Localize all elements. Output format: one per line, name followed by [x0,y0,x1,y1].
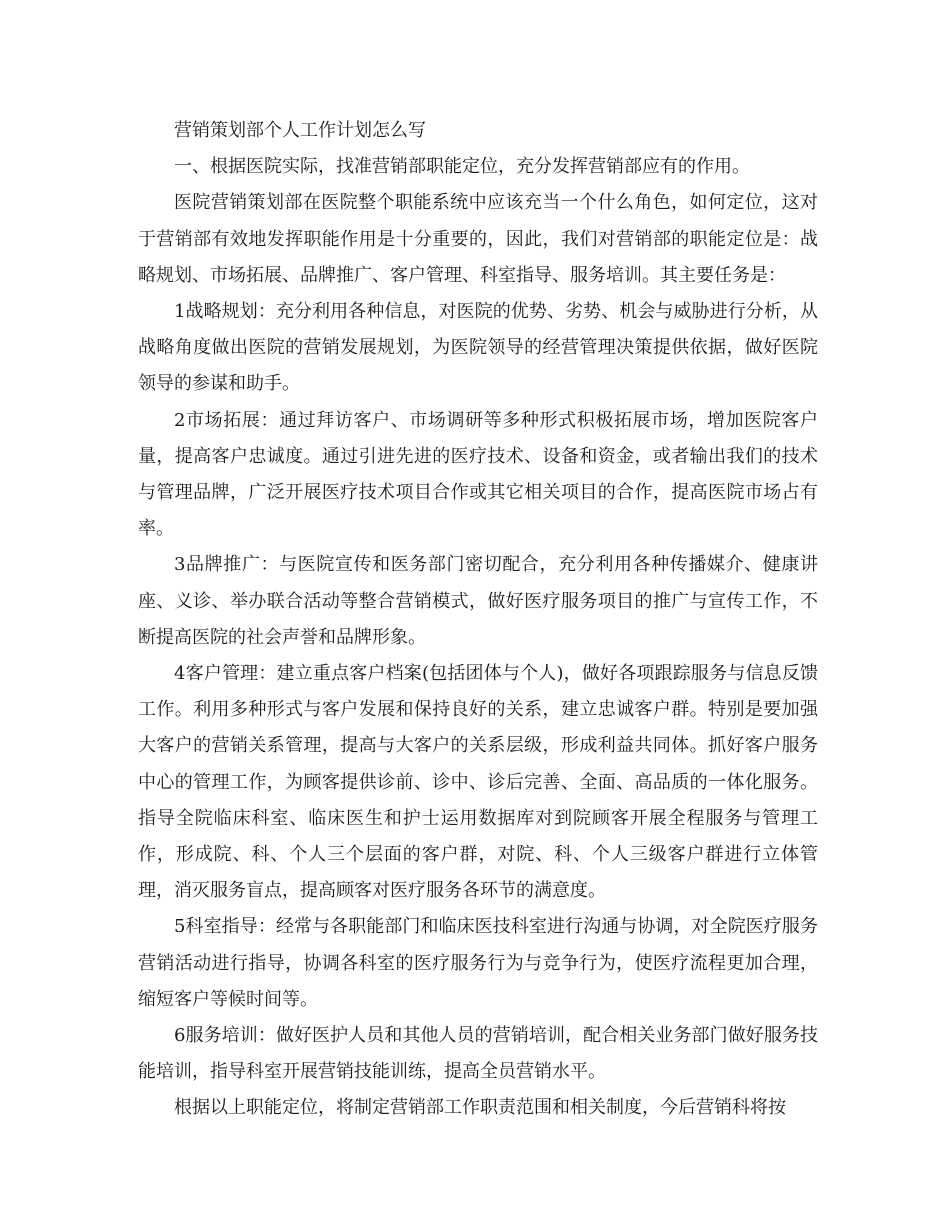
paragraph-intro: 医院营销策划部在医院整个职能系统中应该充当一个什么角色，如何定位，这对于营销部有效地发挥职能作用是十分重要的，因此，我们对营销部的职能定位是：战略规划、市场拓展、品牌推广、客户管理、科室指导、服务培训。其主要任务是： [138,192,818,286]
document-title: 营销策划部个人工作计划怎么写 [174,120,426,141]
paragraph-brand-promotion: 3品牌推广：与医院宣传和医务部门密切配合，充分利用各种传播媒介、健康讲座、义诊、举办联合活动等整合营销模式，做好医疗服务项目的推广与宣传工作，不断提高医院的社会声誉和品牌形象。 [138,554,818,648]
paragraph-market-expansion: 2市场拓展：通过拜访客户、市场调研等多种形式积极拓展市场，增加医院客户量，提高客户忠诚度。通过引进先进的医疗技术、设备和资金，或者输出我们的技术与管理品牌，广泛开展医疗技术项目合作或其它相关项目的合作，提高医院市场占有率。 [138,409,818,540]
document-page [138,113,818,1127]
paragraph-customer-management: 4客户管理：建立重点客户档案(包括团体与个人)，做好各项跟踪服务与信息反馈工作。利用多种形式与客户发展和保持良好的关系，建立忠诚客户群。特别是要加强大客户的营销关系管理，提高与大客户的关系层级，形成利益共同体。抓好客户服务中心的管理工作，为顾客提供诊前、诊中、诊后完善、全面、高品质的一体化服务。指导全院临床科室、临床医生和护士运用数据库对到院顾客开展全程服务与管理工作，形成院、科、个人三个层面的客户群，对院、科、个人三级客户群进行立体管理，消灭服务盲点，提高顾客对医疗服务各环节的满意度。 [138,663,818,902]
paragraph-section-heading: 一、根据医院实际，找准营销部职能定位，充分发挥营销部应有的作用。 [174,156,750,178]
paragraph-service-training: 6服务培训：做好医护人员和其他人员的营销培训，配合相关业务部门做好服务技能培训，指导科室开展营销技能训练，提高全员营销水平。 [138,1025,818,1083]
paragraph-department-guidance: 5科室指导：经常与各职能部门和临床医技科室进行沟通与协调，对全院医疗服务营销活动进行指导，协调各科室的医疗服务行为与竞争行为，使医疗流程更加合理，缩短客户等候时间等。 [138,916,818,1010]
paragraph-conclusion: 根据以上职能定位，将制定营销部工作职责范围和相关制度，今后营销科将按 [174,1097,786,1119]
paragraph-strategy-planning: 1战略规划：充分利用各种信息，对医院的优势、劣势、机会与威胁进行分析，从战略角度做出医院的营销发展规划，为医院领导的经营管理决策提供依据，做好医院领导的参谋和助手。 [138,301,818,395]
